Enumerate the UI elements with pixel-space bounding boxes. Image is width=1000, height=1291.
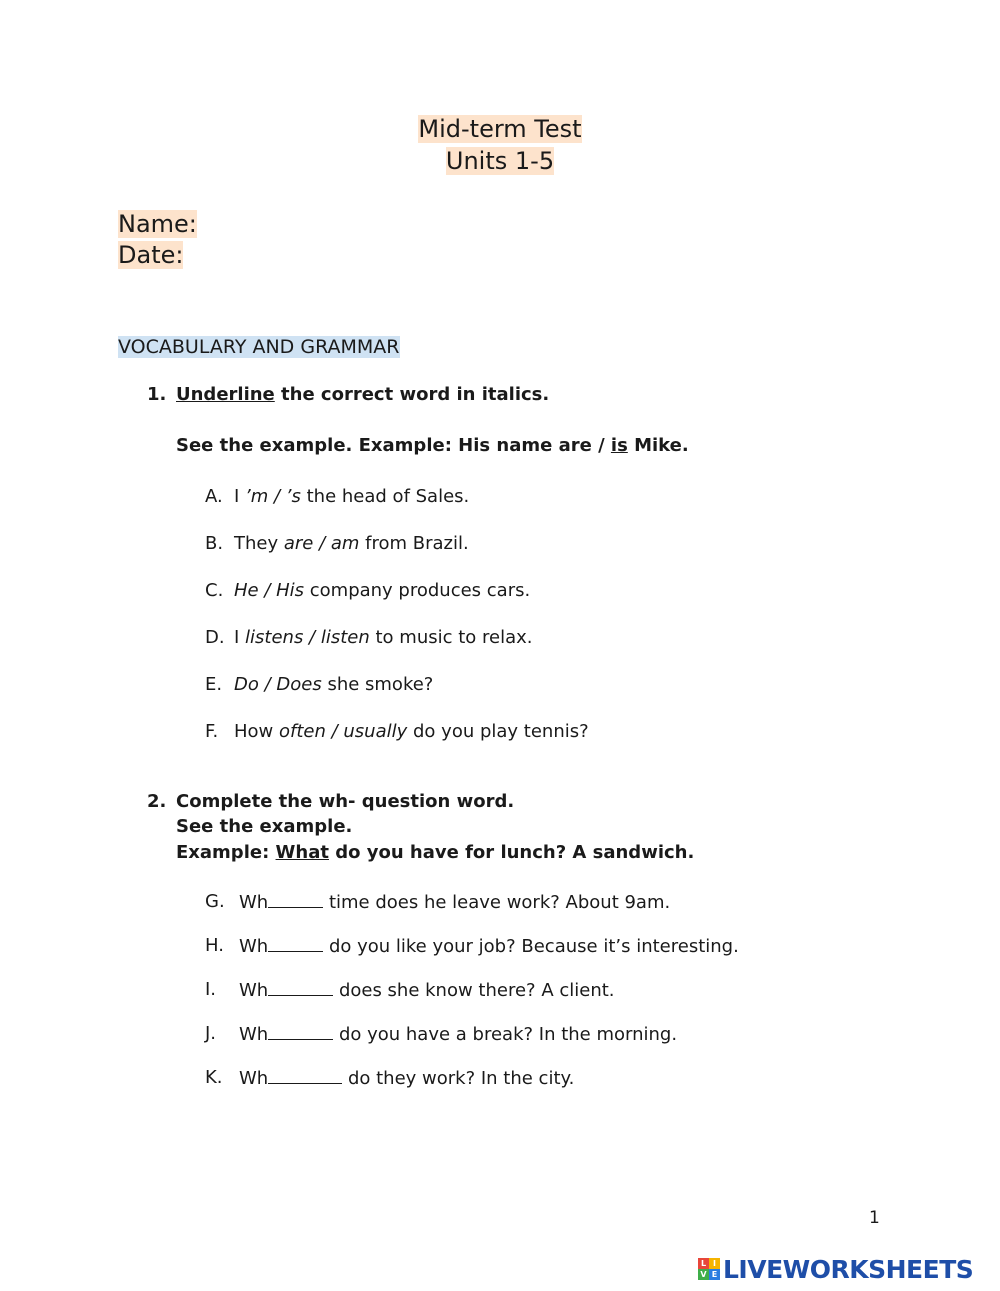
answer-options[interactable]: Do / Does	[234, 674, 322, 695]
q2-instruction: Complete the wh- question word.	[176, 791, 515, 812]
answer-blank[interactable]	[268, 935, 323, 952]
q2-see-example: See the example.	[176, 816, 353, 837]
item-sentence: I listens / listen to music to relax.	[234, 627, 533, 648]
item-letter: K.	[205, 1067, 223, 1088]
item-sentence: Wh do you like your job? Because it’s interesting.	[239, 936, 739, 957]
item-letter: E.	[205, 674, 223, 695]
answer-blank[interactable]	[268, 1023, 333, 1040]
item-letter: B.	[205, 533, 224, 554]
item-sentence: Wh time does he leave work? About 9am.	[239, 892, 671, 913]
logo-square: I	[709, 1258, 720, 1269]
q1-number: 1.	[147, 384, 167, 405]
answer-blank[interactable]	[268, 891, 323, 908]
item-letter: A.	[205, 486, 223, 507]
item-sentence: Do / Does she smoke?	[234, 674, 434, 695]
test-title: Mid-term Test	[418, 115, 582, 143]
name-label: Name:	[118, 210, 197, 238]
item-letter: H.	[205, 935, 224, 956]
answer-options[interactable]: ’m / ’s	[245, 486, 301, 507]
test-subtitle: Units 1-5	[445, 147, 555, 175]
item-sentence: How often / usually do you play tennis?	[234, 721, 589, 742]
logo-square: E	[709, 1269, 720, 1280]
logo-square: V	[698, 1269, 709, 1280]
answer-blank[interactable]	[268, 979, 333, 996]
item-sentence: He / His company produces cars.	[234, 580, 531, 601]
item-sentence: I ’m / ’s the head of Sales.	[234, 486, 470, 507]
q2-number: 2.	[147, 791, 167, 812]
item-letter: F.	[205, 721, 219, 742]
answer-options[interactable]: He / His	[234, 580, 305, 601]
logo-square: L	[698, 1258, 709, 1269]
date-label: Date:	[118, 241, 184, 269]
item-sentence: They are / am from Brazil.	[234, 533, 469, 554]
answer-options[interactable]: listens / listen	[245, 627, 370, 648]
item-letter: I.	[205, 979, 217, 1000]
answer-options[interactable]: are / am	[283, 533, 360, 554]
q1-example: See the example. Example: His name are / is Mike.	[176, 435, 689, 456]
liveworksheets-logo	[698, 1254, 973, 1284]
page-number: 1	[869, 1208, 880, 1228]
item-letter: J.	[205, 1023, 217, 1044]
answer-blank[interactable]	[268, 1067, 342, 1084]
item-letter: G.	[205, 891, 225, 912]
item-sentence: Wh do you have a break? In the morning.	[239, 1024, 678, 1045]
q2-example: Example: What do you have for lunch? A sandwich.	[176, 842, 695, 863]
answer-options[interactable]: often / usually	[279, 721, 408, 742]
logo-text: LIVEWORKSHEETS	[723, 1254, 974, 1284]
item-sentence: Wh does she know there? A client.	[239, 980, 615, 1001]
section-title: VOCABULARY AND GRAMMAR	[118, 336, 400, 358]
item-letter: C.	[205, 580, 224, 601]
liveworksheets-logo-icon	[698, 1258, 720, 1280]
q1-instruction: Underline the correct word in italics.	[176, 384, 550, 405]
item-sentence: Wh do they work? In the city.	[239, 1068, 575, 1089]
item-letter: D.	[205, 627, 225, 648]
